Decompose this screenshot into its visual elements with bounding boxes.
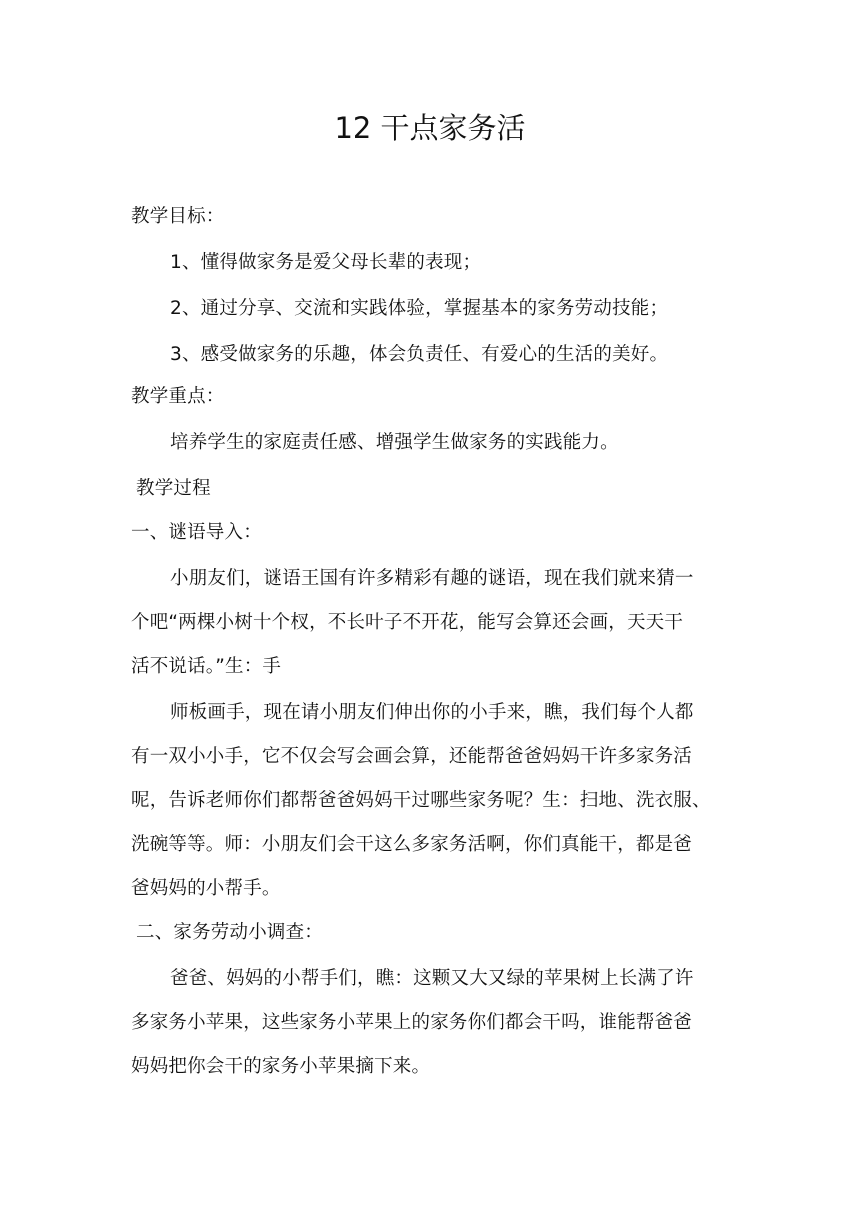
paragraph-line: 师板画手，现在请小朋友们伸出你的小手来，瞧，我们每个人都 xyxy=(170,702,694,723)
paragraph-line: 多家务小苹果，这些家务小苹果上的家务你们都会干吗，谁能帮爸爸 xyxy=(131,1012,693,1033)
paragraph-line: 爸妈妈的小帮手。 xyxy=(131,878,281,899)
paragraph-line: 洗碗等等。师：小朋友们会干这么多家务活啊，你们真能干，都是爸 xyxy=(131,834,693,855)
paragraph-line: 有一双小小手，它不仅会写会画会算，还能帮爸爸妈妈干许多家务活 xyxy=(131,746,693,767)
paragraph-line: 呢，告诉老师你们都帮爸爸妈妈干过哪些家务呢？生：扫地、洗衣服、 xyxy=(131,790,711,811)
paragraph-line: 妈妈把你会干的家务小苹果摘下来。 xyxy=(131,1056,431,1077)
goal-item-3: 3、感受做家务的乐趣，体会负责任、有爱心的生活的美好。 xyxy=(170,344,669,365)
paragraph-line: 爸爸、妈妈的小帮手们，瞧：这颗又大又绿的苹果树上长满了许 xyxy=(170,968,694,989)
section-heading-riddle: 一、谜语导入： xyxy=(131,522,262,543)
heading-teaching-process: 教学过程 xyxy=(136,478,211,499)
focus-paragraph: 培养学生的家庭责任感、增强学生做家务的实践能力。 xyxy=(170,432,619,453)
document-title: 12 干点家务活 xyxy=(334,111,526,145)
heading-teaching-goals: 教学目标： xyxy=(131,206,225,227)
paragraph-line: 个吧“两棵小树十个杈，不长叶子不开花，能写会算还会画，天天干 xyxy=(131,612,684,633)
heading-teaching-focus: 教学重点： xyxy=(131,386,225,407)
section-heading-survey: 二、家务劳动小调查： xyxy=(136,922,324,943)
goal-item-1: 1、懂得做家务是爱父母长辈的表现； xyxy=(170,252,482,273)
paragraph-line: 活不说话。”生：手 xyxy=(131,656,282,677)
paragraph-line: 小朋友们，谜语王国有许多精彩有趣的谜语，现在我们就来猜一 xyxy=(170,568,694,589)
goal-item-2: 2、通过分享、交流和实践体验，掌握基本的家务劳动技能； xyxy=(170,298,669,319)
